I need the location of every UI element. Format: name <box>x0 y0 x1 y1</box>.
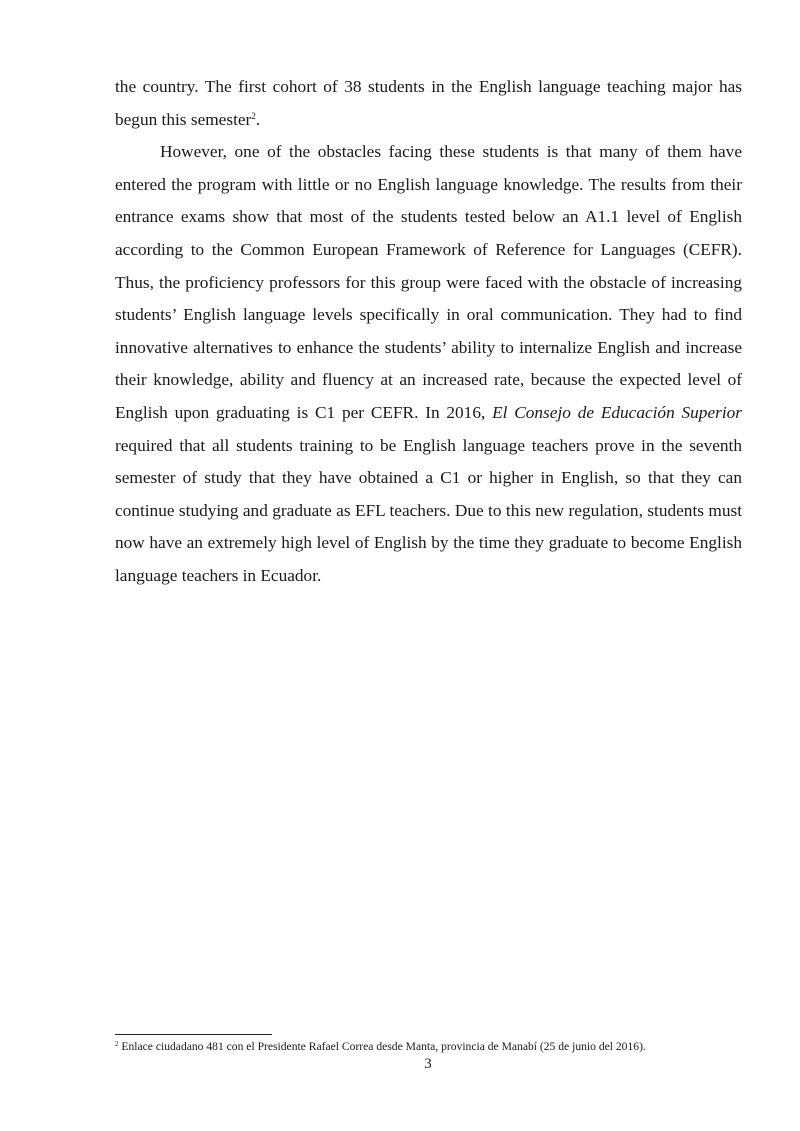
paragraph-2-text-a: However, one of the obstacles facing these students is that many of them have entered the program with little or no English language knowledge. The results from their entrance exams show that most of the students tested below an A1.1 level of English according to the Common European Framework of Reference for Languages (CEFR). Thus, the proficiency professors for this group were faced with the obstacle of increasing students’ English language levels specifically in oral communication. They had to find innovative alternatives to enhance the students’ ability to internalize English and increase their knowledge, ability and fluency at an increased rate, because the expected level of English upon graduating is C1 per CEFR. In 2016, <box>115 142 742 422</box>
paragraph-1-end: . <box>255 109 261 129</box>
paragraph-2 <box>115 136 742 592</box>
footnote-reference: 2 <box>251 110 256 121</box>
page-number: 3 <box>424 1056 432 1072</box>
paragraph-2-text-b: required that all students training to be English language teachers prove in the seventh semester of study that they have obtained a C1 or higher in English, so that they can continue studying and graduate as EFL teachers. Due to this new regulation, students must now have an extremely high level of English by the time they graduate to become English language teachers in Ecuador. <box>115 435 742 585</box>
paragraph-1 <box>115 71 742 136</box>
paragraph-2-italic-term: El Consejo de Educación Superior <box>492 402 743 422</box>
footnote-separator <box>115 1034 272 1035</box>
footnote-number: 2 <box>115 1040 119 1048</box>
paragraph-1-text: the country. The first cohort of 38 students in the English language teaching major has begun this semester <box>115 77 742 129</box>
footnote-text: Enlace ciudadano 481 con el Presidente Rafael Correa desde Manta, provincia de Manabí (25 de junio del 2016). <box>118 1040 646 1053</box>
footnote <box>115 1040 755 1054</box>
body-text <box>115 71 742 593</box>
